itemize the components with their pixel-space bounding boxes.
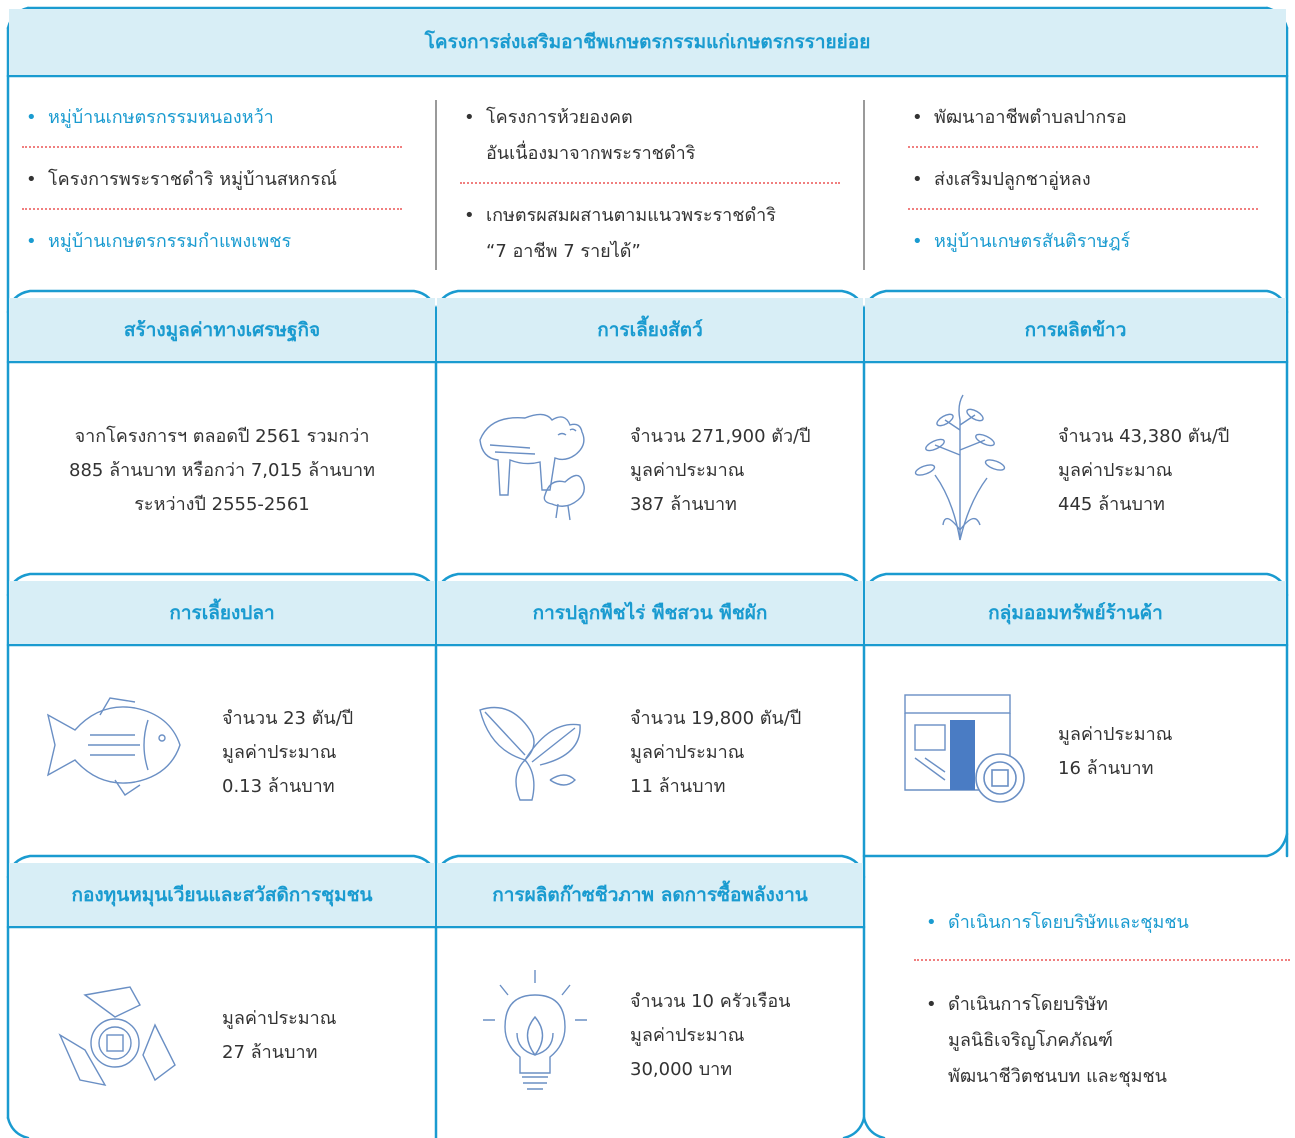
fish-icon (40, 690, 190, 800)
list-item: • โครงการห้วยองคต อันเนื่องมาจากพระราชดำริ (464, 107, 696, 164)
top-column-1 (22, 100, 402, 260)
cell-header: การเลี้ยงสัตว์ (437, 298, 863, 361)
livestock-text: จำนวน 271,900 ตัว/ปี มูลค่าประมาณ 387 ล้านบาท (630, 426, 811, 515)
lightbulb-icon (475, 965, 595, 1100)
cell-header: การปลูกพืชไร่ พืชสวน พืชผัก (437, 581, 863, 644)
fish-text: จำนวน 23 ตัน/ปี มูลค่าประมาณ 0.13 ล้านบาท (222, 708, 354, 797)
top-column-3 (908, 100, 1258, 260)
dotted-separator (914, 959, 1290, 961)
list-item: • หมู่บ้านเกษตรสันติราษฎร์ (912, 231, 1131, 252)
fund-text: มูลค่าประมาณ 27 ล้านบาท (222, 1008, 337, 1063)
list-item: • ส่งเสริมปลูกชาอู่หลง (912, 169, 1091, 190)
shop-icon (895, 680, 1035, 810)
recycle-coin-icon (45, 975, 185, 1105)
cell-header: การผลิตก๊าซชีวภาพ ลดการซื้อพลังงาน (437, 863, 863, 926)
livestock-icon (470, 400, 605, 530)
dotted-separator (908, 208, 1258, 210)
top-column-2 (460, 100, 840, 270)
list-item: • พัฒนาอาชีพตำบลปากรอ (912, 107, 1127, 128)
list-item: • หมู่บ้านเกษตรกรรมกำแพงเพชร (26, 231, 292, 252)
dotted-separator (908, 146, 1258, 148)
rice-text: จำนวน 43,380 ตัน/ปี มูลค่าประมาณ 445 ล้านบาท (1058, 426, 1230, 515)
vegetable-text: จำนวน 19,800 ตัน/ปี มูลค่าประมาณ 11 ล้านบาท (630, 708, 802, 797)
page-title: โครงการส่งเสริมอาชีพเกษตรกรรมแก่เกษตรกรรายย่อย (9, 9, 1286, 75)
cell-header: กองทุนหมุนเวียนและสวัสดิการชุมชน (9, 863, 435, 926)
biogas-text: จำนวน 10 ครัวเรือน มูลค่าประมาณ 30,000 บาท (630, 991, 791, 1080)
cell-header: การเลี้ยงปลา (9, 581, 435, 644)
rice-plant-icon (905, 390, 1015, 550)
savings-text: มูลค่าประมาณ 16 ล้านบาท (1058, 724, 1173, 779)
cell-header: กลุ่มออมทรัพย์ร้านค้า (865, 581, 1286, 644)
legend-item-company-community: • ดำเนินการโดยบริษัทและชุมชน (926, 912, 1189, 933)
list-item: • หมู่บ้านเกษตรกรรมหนองหว้า (26, 107, 274, 128)
dotted-separator (22, 208, 402, 210)
economic-value-text: จากโครงการฯ ตลอดปี 2561 รวมกว่า 885 ล้านบาท หรือกว่า 7,015 ล้านบาท ระหว่างปี 2555-2561 (69, 426, 375, 515)
cell-header: การผลิตข้าว (865, 298, 1286, 361)
dotted-separator (22, 146, 402, 148)
legend (922, 905, 1282, 1095)
legend-item-company-foundation: • ดำเนินการโดยบริษัท มูลนิธิเจริญโภคภัณฑ์ พัฒนาชีวิตชนบท และชุมชน (926, 994, 1167, 1087)
dotted-separator (460, 182, 840, 184)
list-item: • โครงการพระราชดำริ หมู่บ้านสหกรณ์ (26, 169, 337, 190)
vegetable-icon (470, 680, 600, 810)
cell-header: สร้างมูลค่าทางเศรษฐกิจ (9, 298, 435, 361)
list-item: • เกษตรผสมผสานตามแนวพระราชดำริ “7 อาชีพ 7 รายได้” (464, 205, 776, 262)
